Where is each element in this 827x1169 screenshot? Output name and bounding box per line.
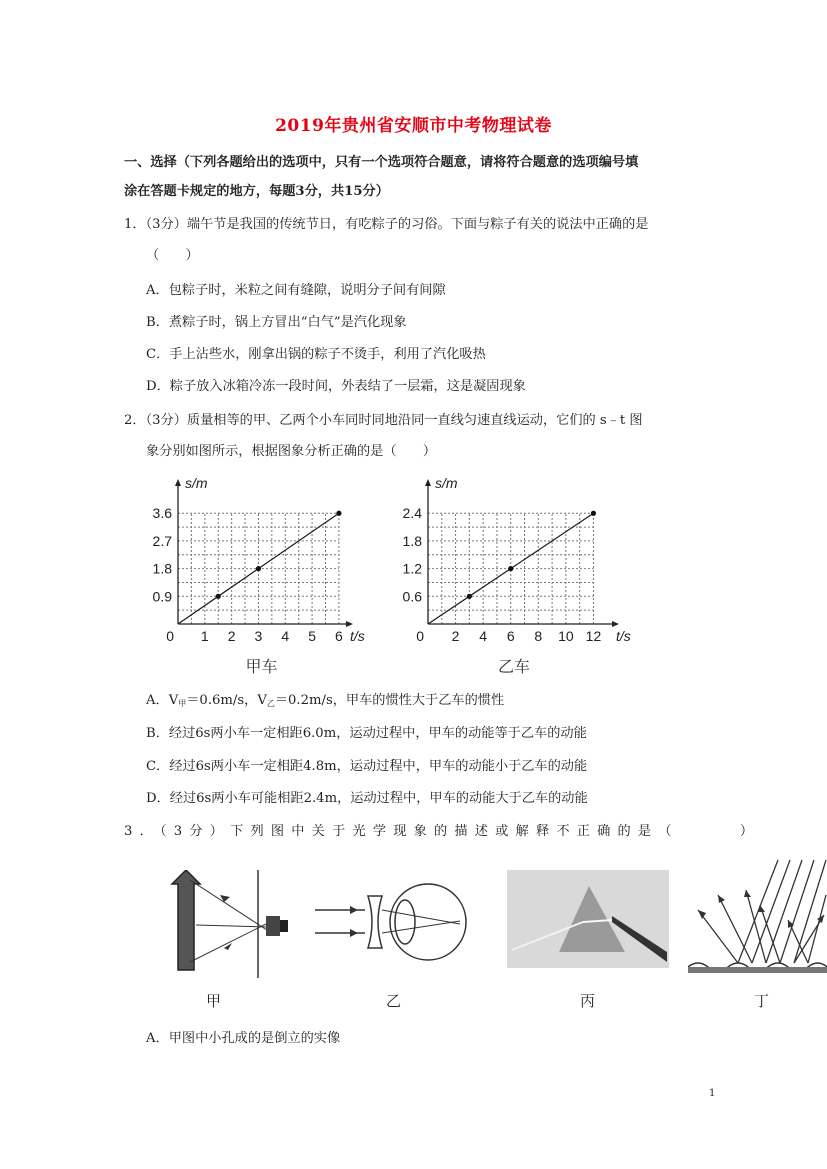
q1-stem-line1: 1．（3分）端午节是我国的传统节日，有吃粽子的习俗。下面与粽子有关的说法中正确的是 bbox=[124, 217, 649, 232]
eye-lens-figure bbox=[310, 878, 470, 978]
data-point bbox=[508, 566, 513, 571]
diffuse-reflection-figure bbox=[688, 855, 827, 975]
origin-label: 0 bbox=[416, 628, 424, 644]
page-number: 1 bbox=[709, 1088, 716, 1099]
q2-option-c: C．经过6s两小车一定相距4.8m，运动过程中，甲车的动能小于乙车的动能 bbox=[146, 759, 588, 774]
data-point bbox=[336, 511, 341, 516]
x-tick-label: 4 bbox=[281, 628, 290, 644]
section-heading-line1: 一、选择（下列各题给出的选项中，只有一个选项符合题意，请将符合题意的选项编号填 bbox=[124, 155, 639, 170]
y-tick-label: 0.9 bbox=[152, 588, 172, 605]
y-axis-arrow bbox=[175, 479, 181, 486]
y-tick-label: 2.4 bbox=[402, 505, 422, 522]
data-point bbox=[256, 566, 261, 571]
y-tick-label: 1.2 bbox=[402, 560, 422, 577]
q1-option-d: D．粽子放入冰箱冷冻一段时间，外表结了一层霜，这是凝固现象 bbox=[146, 379, 526, 394]
section-heading-line2: 涂在答题卡规定的地方，每题3分，共15分） bbox=[124, 184, 389, 199]
q2-option-d: D．经过6s两小车可能相距2.4m，运动过程中，甲车的动能大于乙车的动能 bbox=[146, 791, 588, 806]
q1-option-a: A．包粽子时，米粒之间有缝隙，说明分子间有间隙 bbox=[146, 283, 446, 298]
x-tick-label: 1 bbox=[200, 628, 209, 644]
y-tick-label: 1.8 bbox=[152, 560, 172, 577]
x-tick-label: 4 bbox=[479, 628, 488, 644]
chart-title: 乙车 bbox=[497, 659, 531, 676]
y-axis-label: s/m bbox=[185, 475, 208, 491]
x-tick-label: 2 bbox=[227, 628, 236, 644]
origin-label: 0 bbox=[166, 628, 174, 644]
q2-option-b: B．经过6s两小车一定相距6.0m，运动过程中，甲车的动能等于乙车的动能 bbox=[146, 726, 587, 741]
x-tick-label: 6 bbox=[506, 628, 515, 644]
q3-option-a: A．甲图中小孔成的是倒立的实像 bbox=[146, 1031, 341, 1046]
chart-jia-s-t bbox=[140, 472, 380, 682]
x-tick-label: 5 bbox=[308, 628, 316, 644]
x-tick-label: 3 bbox=[254, 628, 263, 644]
y-tick-label: 2.7 bbox=[152, 532, 172, 549]
q3-stem: 3．（3分）下列图中关于光学现象的描述或解释不正确的是（ ） bbox=[124, 824, 761, 839]
q2-option-a: A．$V_甲=0.6m/s$，$V_乙=0.2m/s$，甲车的惯性大于乙车的惯性 bbox=[146, 693, 505, 708]
q2-stem-line2: 象分别如图所示，根据图象分析正确的是（ ） bbox=[146, 444, 437, 459]
y-tick-label: 0.6 bbox=[402, 588, 422, 605]
data-point bbox=[216, 594, 221, 599]
figure-label-yi: 乙 bbox=[386, 992, 402, 1010]
x-tick-label: 10 bbox=[558, 628, 574, 644]
chart-yi-s-t bbox=[380, 472, 645, 682]
pinhole-camera-figure bbox=[150, 870, 295, 980]
q1-option-c: C．手上沾些水，刚拿出锅的粽子不烫手，利用了汽化吸热 bbox=[146, 347, 486, 362]
x-tick-label: 6 bbox=[335, 628, 343, 644]
x-tick-label: 12 bbox=[585, 628, 602, 644]
page-title: 2019年贵州省安顺市中考物理试卷 bbox=[275, 116, 552, 136]
y-tick-label: 3.6 bbox=[152, 505, 172, 522]
x-axis-arrow bbox=[346, 621, 353, 627]
y-axis-label: s/m bbox=[435, 475, 458, 491]
data-point bbox=[591, 511, 596, 516]
q1-option-b: B．煮粽子时，锅上方冒出“白气”是汽化现象 bbox=[146, 315, 407, 330]
prism-dispersion-figure bbox=[507, 870, 669, 968]
x-tick-label: 8 bbox=[534, 628, 543, 644]
x-tick-label: 2 bbox=[451, 628, 460, 644]
q2-stem-line1: 2．（3分）质量相等的甲、乙两个小车同时同地沿同一直线匀速直线运动，它们的 s﹣t 图 bbox=[124, 413, 643, 428]
y-axis-arrow bbox=[425, 479, 431, 486]
y-tick-label: 1.8 bbox=[402, 532, 422, 549]
figure-label-ding: 丁 bbox=[754, 992, 770, 1010]
chart-title: 甲车 bbox=[245, 659, 278, 676]
q1-stem-line2: （ ） bbox=[146, 248, 199, 263]
x-axis-label: t/s bbox=[616, 628, 631, 644]
data-point bbox=[467, 594, 472, 599]
figure-label-jia: 甲 bbox=[206, 992, 222, 1010]
x-axis-arrow bbox=[612, 621, 619, 627]
x-axis-label: t/s bbox=[350, 628, 365, 644]
figure-label-bing: 丙 bbox=[580, 992, 596, 1010]
